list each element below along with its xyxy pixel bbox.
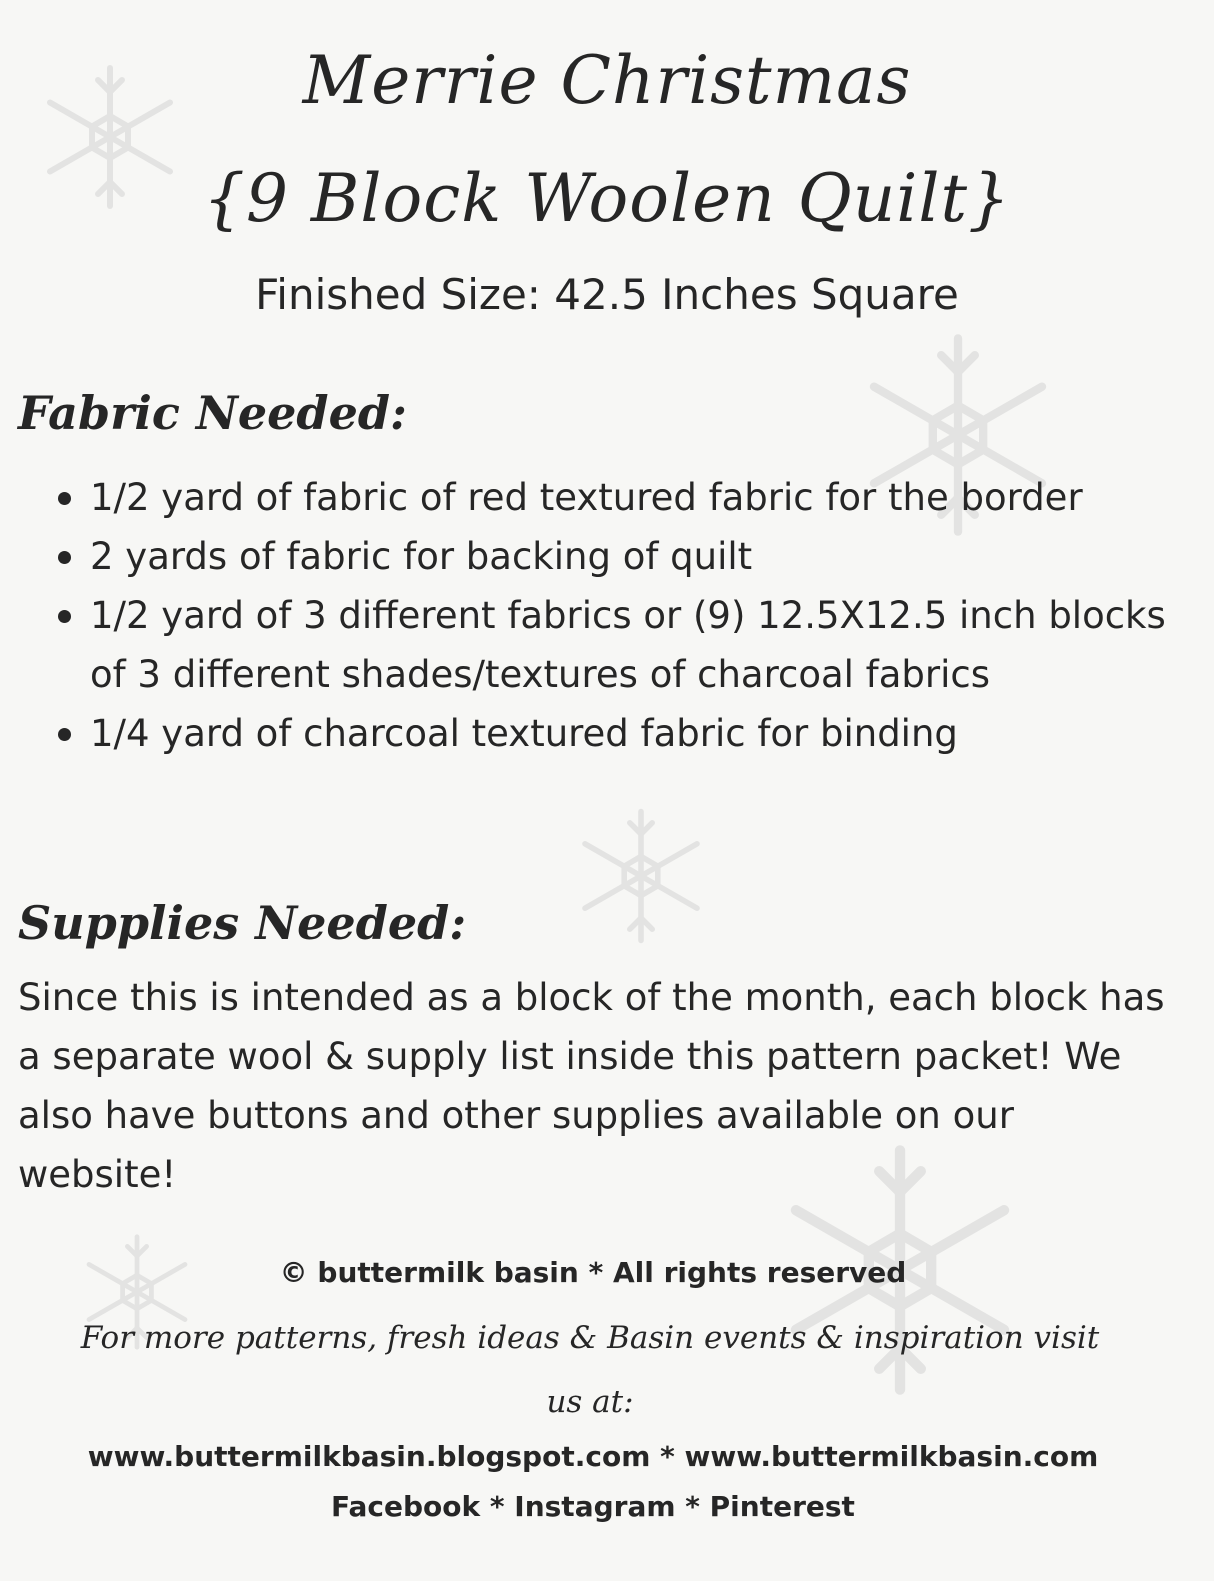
- fabric-list: [58, 468, 1188, 763]
- list-item: 1/4 yard of charcoal textured fabric for binding: [58, 704, 1188, 763]
- title-line-2: {9 Block Woolen Quilt}: [202, 160, 1012, 237]
- supplies-heading: Supplies Needed:: [18, 896, 467, 950]
- website-links: www.buttermilkbasin.blogspot.com * www.buttermilkbasin.com: [87, 1440, 1099, 1473]
- social-links: Facebook * Instagram * Pinterest: [331, 1490, 855, 1523]
- finished-size: Finished Size: 42.5 Inches Square: [255, 270, 959, 319]
- supplies-text: Since this is intended as a block of the month, each block has a separate wool & supply list inside this pattern packet! We also have buttons and other supplies available on our website!: [18, 976, 1165, 1196]
- snowflake-icon: [566, 806, 716, 946]
- list-item: 2 yards of fabric for backing of quilt: [58, 527, 1188, 586]
- fabric-heading: Fabric Needed:: [18, 386, 408, 440]
- more-info: For more patterns, fresh ideas & Basin events & inspiration visit us at:: [80, 1320, 1100, 1420]
- title-line-1: Merrie Christmas: [302, 42, 912, 119]
- copyright: © buttermilk basin * All rights reserved: [279, 1256, 907, 1289]
- list-item: 1/2 yard of fabric of red textured fabric for the border: [58, 468, 1188, 527]
- list-item: 1/2 yard of 3 different fabrics or (9) 12.5X12.5 inch blocks of 3 different shades/textures of charcoal fabrics: [58, 586, 1188, 704]
